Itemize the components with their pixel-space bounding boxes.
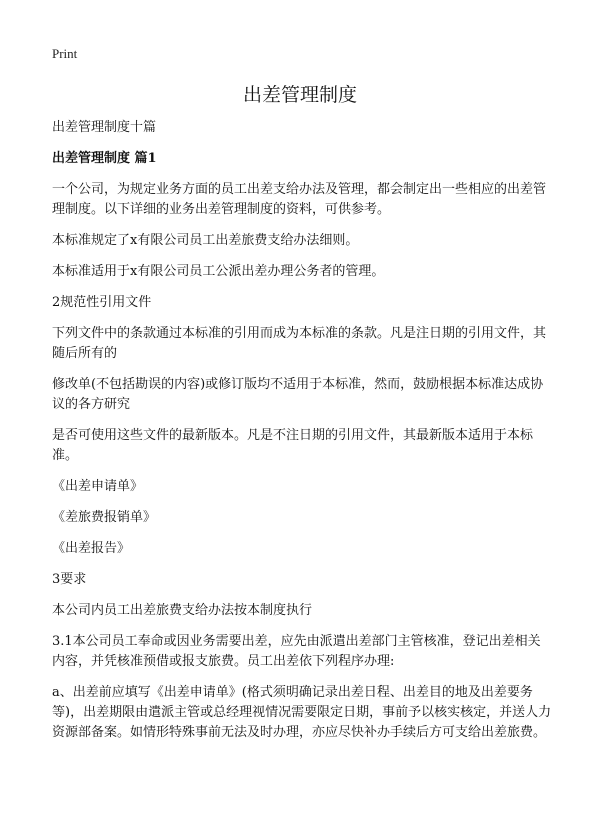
- paragraph: 《差旅费报销单》: [52, 510, 157, 525]
- paragraph: a、出差前应填写《出差申请单》(格式须明确记录出差日程、出差目的地及出差要务等)，出差期限由遣派主管或总经理视情况需要限定日期，事前予以核实核定，并送人力资源部备案。如情形特殊事前无法及时办理，亦应尽快补办手续后方可支给出差旅费。: [52, 685, 552, 740]
- paragraph: 本标准规定了x有限公司员工出差旅费支给办法细则。: [52, 233, 359, 248]
- paragraph: 3要求: [52, 572, 87, 587]
- paragraph: 本标准适用于x有限公司员工公派出差办理公务者的管理。: [52, 264, 385, 279]
- paragraph: 修改单(不包括勘误的内容)或修订版均不适用于本标准，然而，鼓励根据本标准达成协议的各方研究: [52, 377, 544, 412]
- page-title: 出差管理制度: [242, 84, 357, 106]
- paragraph: 下列文件中的条款通过本标准的引用而成为本标准的条款。凡是注日期的引用文件，其随后所有的: [52, 326, 547, 361]
- document-body: [52, 118, 552, 754]
- paragraph: 一个公司，为规定业务方面的员工出差支给办法及管理，都会制定出一些相应的出差管理制度。以下详细的业务出差管理制度的资料，可供参考。: [52, 182, 547, 217]
- paragraph: 3.1本公司员工奉命或因业务需要出差，应先由派遣出差部门主管核准，登记出差相关内容，并凭核准预借或报支旅费。员工出差依下列程序办理:: [52, 634, 541, 669]
- paragraph: 是否可使用这些文件的最新版本。凡是不注日期的引用文件，其最新版本适用于本标准。: [52, 428, 534, 463]
- section-heading: 出差管理制度 篇1: [52, 151, 157, 166]
- print-label: Print: [52, 46, 78, 61]
- paragraph: 《出差申请单》: [52, 479, 144, 494]
- paragraph: 《出差报告》: [52, 541, 131, 556]
- paragraph: 本公司内员工出差旅费支给办法按本制度执行: [52, 603, 313, 618]
- paragraph: 2规范性引用文件: [52, 295, 152, 310]
- subtitle: 出差管理制度十篇: [52, 120, 157, 135]
